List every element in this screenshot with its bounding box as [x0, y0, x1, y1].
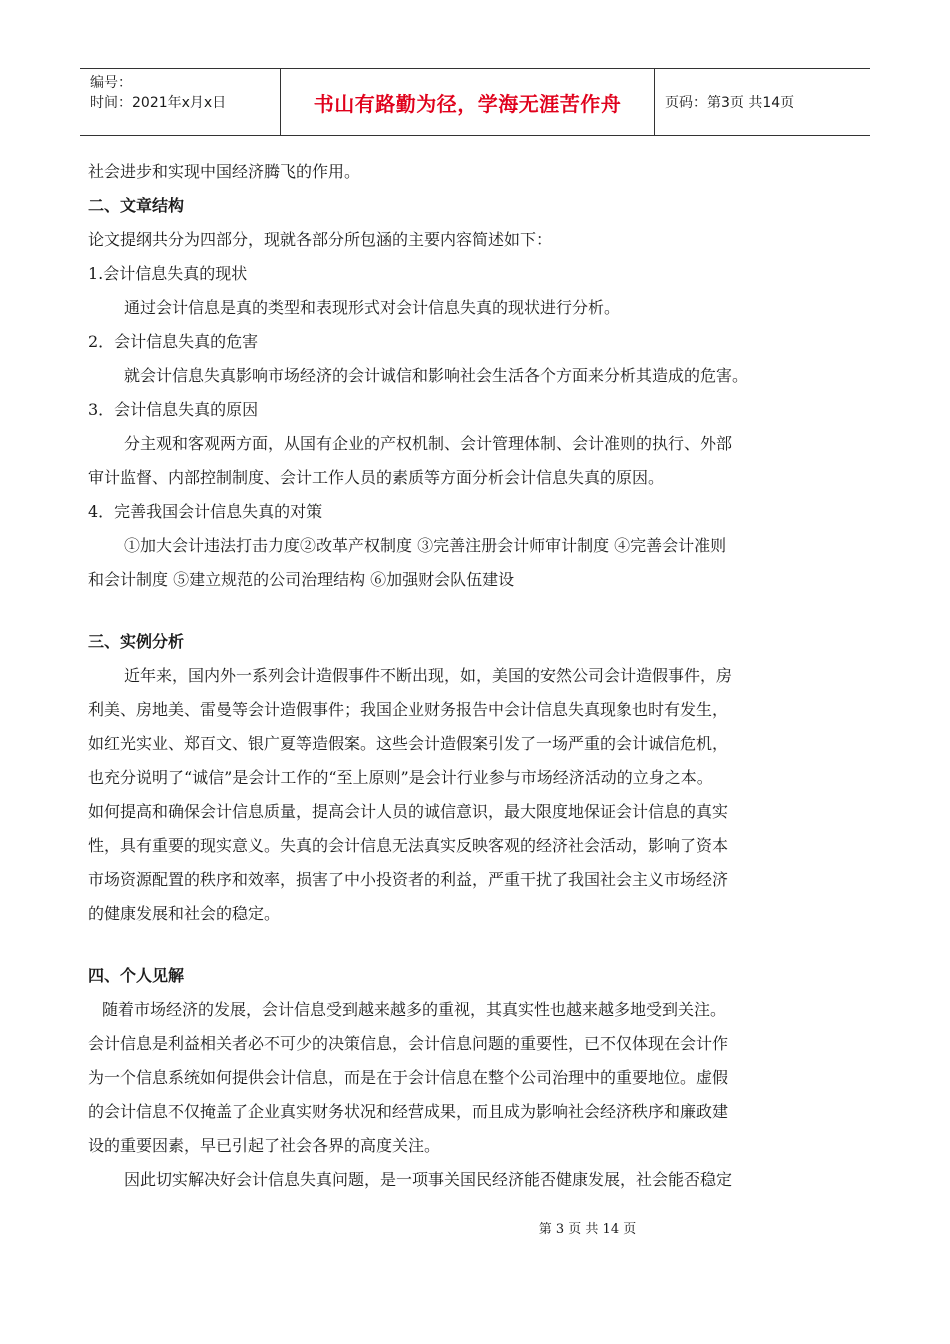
- page-footer: [0, 1218, 950, 1237]
- paragraph-line: 就会计信息失真影响市场经济的会计诚信和影响社会生活各个方面来分析其造成的危害。: [124, 366, 749, 385]
- paragraph-line: 的会计信息不仅掩盖了企业真实财务状况和经营成果，而且成为影响社会经济秩序和廉政建: [88, 1102, 729, 1121]
- paragraph-line: 为一个信息系统如何提供会计信息，而是在于会计信息在整个公司治理中的重要地位。虚假: [88, 1068, 729, 1087]
- document-body: [88, 155, 868, 1197]
- paragraph-line: ①加大会计违法打击力度②改革产权制度 ③完善注册会计师审计制度 ④完善会计准则: [124, 536, 727, 555]
- header-page-label: 页码：第3页 共14页: [665, 95, 795, 111]
- paragraph-line: 会计信息是利益相关者必不可少的决策信息，会计信息问题的重要性，已不仅体现在会计作: [88, 1034, 729, 1053]
- paragraph-line: 设的重要因素，早已引起了社会各界的高度关注。: [88, 1136, 441, 1155]
- header-motto: 书山有路勤为径，学海无涯苦作舟: [313, 91, 622, 116]
- paragraph-line: 审计监督、内部控制制度、会计工作人员的素质等方面分析会计信息失真的原因。: [88, 468, 665, 487]
- header-meta: [80, 69, 280, 135]
- outline-item-1: 1.会计信息失真的现状: [88, 264, 248, 283]
- section-heading-structure: 二、文章结构: [88, 196, 185, 215]
- outline-item-3: 3．会计信息失真的原因: [88, 400, 259, 419]
- header-page-cell: [655, 69, 870, 135]
- paragraph-line: 社会进步和实现中国经济腾飞的作用。: [88, 162, 361, 181]
- paragraph-line: 如红光实业、郑百文、银广夏等造假案。这些会计造假案引发了一场严重的会计诚信危机，: [88, 734, 729, 753]
- paragraph-line: 通过会计信息是真的类型和表现形式对会计信息失真的现状进行分析。: [124, 298, 621, 317]
- paragraph-line: 的健康发展和社会的稳定。: [88, 904, 281, 923]
- paragraph-line: 如何提高和确保会计信息质量，提高会计人员的诚信意识，最大限度地保证会计信息的真实: [88, 802, 729, 821]
- outline-item-4: 4．完善我国会计信息失真的对策: [88, 502, 323, 521]
- section-spacer: [88, 597, 868, 625]
- outline-item-2: 2．会计信息失真的危害: [88, 332, 259, 351]
- paragraph-line: 和会计制度 ⑤建立规范的公司治理结构 ⑥加强财会队伍建设: [88, 570, 515, 589]
- section-spacer: [88, 931, 868, 959]
- paragraph-line: 论文提纲共分为四部分，现就各部分所包涵的主要内容简述如下：: [88, 230, 553, 249]
- paragraph-line: 近年来，国内外一系列会计造假事件不断出现，如，美国的安然公司会计造假事件，房: [124, 666, 733, 685]
- paragraph-line: 市场资源配置的秩序和效率，损害了中小投资者的利益，严重干扰了我国社会主义市场经济: [88, 870, 729, 889]
- paragraph-line: 也充分说明了“诚信”是会计工作的“至上原则”是会计行业参与市场经济活动的立身之本。: [88, 768, 713, 787]
- paragraph-line: 性，具有重要的现实意义。失真的会计信息无法真实反映客观的经济社会活动，影响了资本: [88, 836, 729, 855]
- document-number-label: 编号：: [90, 75, 132, 91]
- document-time-label: 时间：2021年x月x日: [90, 95, 227, 111]
- paragraph-line: 随着市场经济的发展，会计信息受到越来越多的重视，其真实性也越来越多地受到关注。: [102, 1000, 727, 1019]
- paragraph-line: 利美、房地美、雷曼等会计造假事件；我国企业财务报告中会计信息失真现象也时有发生，: [88, 700, 729, 719]
- header-motto-cell: [280, 69, 655, 135]
- paragraph-line: 分主观和客观两方面，从国有企业的产权机制、会计管理体制、会计准则的执行、外部: [124, 434, 733, 453]
- footer-page-number: 第 3 页 共 14 页: [538, 1222, 637, 1237]
- page-header: [80, 68, 870, 136]
- section-heading-case-analysis: 三、实例分析: [88, 632, 185, 651]
- paragraph-line: 因此切实解决好会计信息失真问题，是一项事关国民经济能否健康发展，社会能否稳定: [124, 1170, 733, 1189]
- section-heading-opinion: 四、个人见解: [88, 966, 185, 985]
